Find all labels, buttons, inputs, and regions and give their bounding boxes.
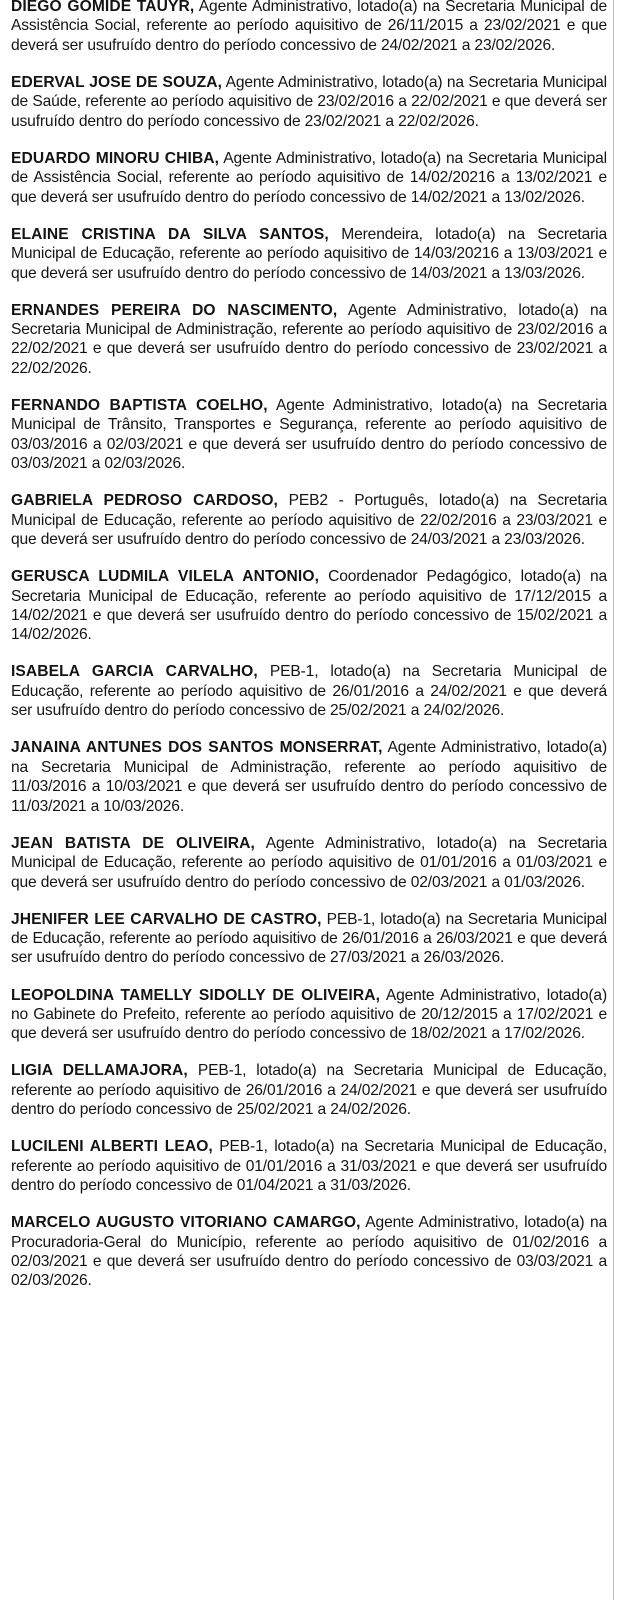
column-rule — [613, 0, 614, 1600]
entry-text: Agente Administrativo, lotado(a) na Procuradoria-Geral do Município, referente ao período aquisitivo de 01/02/2016 a 02/03/2021 e que deverá ser usufruído dentro do período concessivo de 03/03/2021 a 02/03/2026. — [11, 1214, 608, 1290]
list-item — [11, 225, 607, 283]
entry-text: PEB-1, lotado(a) na Secretaria Municipal de Educação, referente ao período aquisitivo de 26/01/2016 a 24/02/2021 e que deverá ser usufruído dentro do período concessivo de 25/02/2021 a 24/02/2026. — [11, 663, 607, 720]
employee-name: JEAN BATISTA DE OLIVEIRA, — [11, 834, 255, 852]
list-item — [11, 396, 607, 474]
list-item — [11, 491, 607, 549]
entry-text: PEB-1, lotado(a) na Secretaria Municipal de Educação, referente ao período aquisitivo de 01/01/2016 a 31/03/2021 e que deverá ser usufruído dentro do período concessivo de 01/04/2021 a 31/03/2026. — [11, 1138, 607, 1195]
employee-name: GABRIELA PEDROSO CARDOSO, — [11, 492, 278, 510]
entry-text: PEB2 - Português, lotado(a) na Secretaria Municipal de Educação, referente ao período aquisitivo de 22/02/2016 a 23/03/2021 e que deverá ser usufruído dentro do período concessivo de 24/03/2021 a 23/03/2026. — [11, 492, 607, 549]
list-item — [11, 149, 607, 207]
employee-name: FERNANDO BAPTISTA COELHO, — [11, 396, 268, 414]
list-item — [11, 738, 607, 816]
list-item — [11, 910, 607, 968]
list-item — [11, 301, 607, 379]
entry-text: Merendeira, lotado(a) na Secretaria Municipal de Educação, referente ao período aquisitivo de 14/03/20216 a 13/03/2021 e que deverá ser usufruído dentro do período concessivo de 14/03/2021 a 13/03/2026. — [11, 225, 607, 282]
entry-text: PEB-1, lotado(a) na Secretaria Municipal de Educação, referente ao período aquisitivo de 26/01/2016 a 24/02/2021 e que deverá ser usufruído dentro do período concessivo de 25/02/2021 a 24/02/2026. — [11, 1062, 607, 1119]
employee-name: GERUSCA LUDMILA VILELA ANTONIO, — [11, 568, 320, 586]
entry-text: Agente Administrativo, lotado(a) na Secretaria Municipal de Trânsito, Transportes e Segurança, referente ao período aquisitivo de 03/03/2016 a 02/03/2021 e que deverá ser usufruído dentro do período concessivo de 03/03/2021 a 02/03/2026. — [11, 396, 607, 473]
list-item — [11, 567, 607, 645]
entry-text: Agente Administrativo, lotado(a) na Secretaria Municipal de Administração, referente ao período aquisitivo de 11/03/2016 a 10/03/2021 e que deverá ser usufruído dentro do período concessivo de 11/03/2021 a 10/03/2026. — [11, 739, 607, 815]
entry-text: Agente Administrativo, lotado(a) na Secretaria Municipal de Administração, referente ao período aquisitivo de 23/02/2016 a 22/02/2021 e que deverá ser usufruído dentro do período concessivo de 23/02/2021 a 22/02/2026. — [11, 301, 607, 377]
employee-name: ISABELA GARCIA CARVALHO, — [11, 663, 258, 681]
list-item — [11, 1061, 607, 1119]
entry-text: Agente Administrativo, lotado(a) na Secretaria Municipal de Assistência Social, referente ao período aquisitivo de 14/02/20216 a 13/02/2021 e que deverá ser usufruído dentro do período concessivo de 14/02/2021 a 13/02/2026. — [11, 149, 607, 206]
employee-name: JHENIFER LEE CARVALHO DE CASTRO, — [11, 910, 322, 928]
list-item — [11, 1213, 607, 1291]
employee-name: LIGIA DELLAMAJORA, — [11, 1062, 188, 1080]
list-item — [11, 73, 607, 131]
employee-name: ELAINE CRISTINA DA SILVA SANTOS, — [11, 225, 329, 243]
employee-name: DIEGO GOMIDE TAUYR, — [11, 0, 195, 15]
entry-text: Agente Administrativo, lotado(a) na Secretaria Municipal de Assistência Social, referente ao período aquisitivo de 26/11/2015 a 23/02/2021 e que deverá ser usufruído dentro do período concessivo de 24/02/2021 a 23/02/2026. — [11, 0, 607, 54]
list-item — [11, 662, 607, 720]
employee-name: LUCILENI ALBERTI LEAO, — [11, 1138, 213, 1156]
entry-text: Agente Administrativo, lotado(a) na Secretaria Municipal de Educação, referente ao período aquisitivo de 01/01/2016 a 01/03/2021 e que deverá ser usufruído dentro do período concessivo de 02/03/2021 a 01/03/2026. — [11, 834, 607, 891]
employee-name: ERNANDES PEREIRA DO NASCIMENTO, — [11, 301, 338, 319]
employee-name: EDUARDO MINORU CHIBA, — [11, 149, 220, 167]
entry-text: Agente Administrativo, lotado(a) na Secretaria Municipal de Saúde, referente ao período aquisitivo de 23/02/2016 a 22/02/2021 e que deverá ser usufruído dentro do período concessivo de 23/02/2021 a 22/02/2026. — [11, 73, 607, 130]
list-item — [11, 986, 607, 1044]
employee-name: MARCELO AUGUSTO VITORIANO CAMARGO, — [11, 1214, 361, 1232]
entry-text: Agente Administrativo, lotado(a) no Gabinete do Prefeito, referente ao período aquisitivo de 20/12/2015 a 17/02/2021 e que deverá ser usufruído dentro do período concessivo de 18/02/2021 a 17/02/2026. — [11, 986, 607, 1043]
list-item — [11, 1137, 607, 1195]
list-item — [11, 0, 607, 55]
list-item — [11, 834, 607, 892]
entry-text: PEB-1, lotado(a) na Secretaria Municipal de Educação, referente ao período aquisitivo de 26/01/2016 a 26/03/2021 e que deverá ser usufruído dentro do período concessivo de 27/03/2021 a 26/03/2026. — [11, 910, 607, 967]
employee-name: LEOPOLDINA TAMELLY SIDOLLY DE OLIVEIRA, — [11, 986, 381, 1004]
employee-name: EDERVAL JOSE DE SOUZA, — [11, 73, 223, 91]
entry-text: Coordenador Pedagógico, lotado(a) na Secretaria Municipal de Educação, referente ao período aquisitivo de 17/12/2015 a 14/02/2021 e que deverá ser usufruído dentro do período concessivo de 15/02/2021 a 14/02/2026. — [11, 568, 608, 644]
employee-name: JANAINA ANTUNES DOS SANTOS MONSERRAT, — [11, 739, 383, 757]
